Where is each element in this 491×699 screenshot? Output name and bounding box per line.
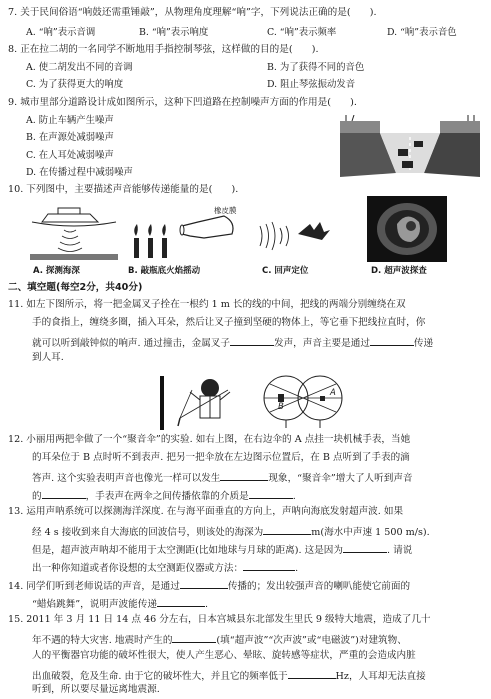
ultrasound-scan-figure	[367, 196, 447, 262]
q12-blank-3[interactable]	[249, 488, 293, 499]
q11-line4: 到人耳.	[32, 352, 64, 363]
q7-option-d[interactable]: D. “响”表示音色	[387, 27, 457, 38]
q9-option-d[interactable]: D. 在传播过程中减弱噪声	[26, 167, 133, 178]
q10-caption-d: D. 超声波探查	[371, 266, 427, 276]
q13-line3: 但是，超声波声呐却不能用于太空测距(比如地球与月球的距离). 这是因为 . 请说	[32, 542, 412, 557]
q8-option-b[interactable]: B. 为了获得不同的音色	[267, 62, 365, 73]
q13-blank-3[interactable]	[243, 560, 295, 571]
q8-option-a[interactable]: A. 使二胡发出不同的音调	[26, 62, 133, 73]
q11-line3: 就可以听到敲钟似的响声. 通过撞击，金属叉子 发声，声音主要是通过 传递	[32, 335, 433, 350]
q11-line2: 手的食指上，缠绕多圈，插入耳朵，然后让叉子撞到坚硬的物体上，等它垂下把线拉直时，你	[32, 317, 426, 328]
q15-line5: 听到，所以要尽量远离地震源.	[32, 684, 160, 695]
q12-line2: 的耳朵位于 B 点时听不到表声. 把另一把伞放在左边图示位置后，在 B 点听到了手表的滴	[32, 452, 410, 463]
sonar-ship-figure	[28, 200, 120, 262]
q13-line1: 13. 运用声呐系统可以探测海洋深度. 在与海平面垂直的方向上，声呐向海底发射超声波. 如果	[8, 506, 404, 517]
q8-option-d[interactable]: D. 阻止琴弦振动发音	[267, 79, 356, 90]
q11-blank-1[interactable]	[230, 335, 274, 346]
umbrella-figure	[258, 372, 348, 430]
point-b-label: B	[278, 402, 284, 412]
q12-blank-2[interactable]	[42, 488, 86, 499]
q15-blank-2[interactable]	[288, 668, 336, 679]
q9-option-b[interactable]: B. 在声源处减弱噪声	[26, 132, 114, 143]
bat-echo-figure	[254, 206, 334, 262]
q12-line1: 12. 小丽用两把伞做了一个“聚音伞”的实验. 如右上图，在右边伞的 A 点挂一块机械手表，当她	[8, 434, 411, 445]
q13-blank-1[interactable]	[263, 524, 311, 535]
q10-caption-c: C. 回声定位	[262, 266, 309, 276]
sunken-road-figure	[340, 115, 480, 181]
q15-blank-1[interactable]	[172, 632, 216, 643]
section2-title: 二、填空题(每空2分，共40分)	[8, 282, 143, 293]
point-a-label: A	[330, 388, 336, 398]
q10-caption-b: B. 敲瓶底火焰摇动	[128, 266, 201, 276]
q9-stem: 9. 城市里部分道路设计成如图所示，这种下凹道路在控制噪声方面的作用是( ).	[8, 97, 357, 108]
q11-line1: 11. 如左下图所示，将一把金属叉子拴在一根约 1 m 长的线的中间，把线的两端分别缠绕在双	[8, 299, 406, 310]
q8-stem: 8. 正在拉二胡的一名同学不断地用手指控制琴弦，这样做的目的是( ).	[8, 44, 319, 55]
q7-option-b[interactable]: B. “响”表示响度	[139, 27, 209, 38]
q12-blank-1[interactable]	[220, 470, 268, 481]
q15-line3: 人的平衡器官功能的破坏性很大，使人产生恶心、晕眩、旋转感等症状，严重的会造成内脏	[32, 650, 416, 661]
q14-blank-2[interactable]	[157, 596, 205, 607]
q10-caption-a: A. 探测海深	[33, 266, 80, 276]
q8-option-c[interactable]: C. 为了获得更大的响度	[26, 79, 124, 90]
q12-line3: 答声. 这个实验表明声音也像光一样可以发生 现象，“聚音伞”增大了人听到声音	[32, 470, 413, 485]
q15-line4: 出血破裂，危及生命. 由于它的破坏性大，并且它的频率低于 Hz，人耳却无法直接	[32, 668, 426, 683]
fork-string-figure	[160, 376, 240, 430]
q12-line4: 的 ，手表声在两伞之间传播依靠的介质是 .	[32, 488, 296, 503]
q9-option-a[interactable]: A. 防止车辆产生噪声	[26, 115, 114, 126]
q7-stem: 7. 关于民间俗语“响鼓还需重锤敲”，从物理角度理解“响”字，下列说法正确的是( ).	[8, 7, 377, 18]
q13-line2: 经 4 s 接收到来自大海底的回波信号，则该处的海深为 m(海水中声速 1 500 m/s).	[32, 524, 430, 539]
q11-blank-2[interactable]	[370, 335, 414, 346]
q15-line2: 年不遇的特大灾害. 地震时产生的 (填“超声波”“次声波”或“电磁波”)对建筑物、	[32, 632, 407, 647]
q7-option-a[interactable]: A. “响”表示音调	[26, 27, 96, 38]
q13-blank-2[interactable]	[343, 542, 387, 553]
q14-line2: “蜡焰跳舞”，说明声波能传递 .	[32, 596, 208, 611]
q14-blank-1[interactable]	[180, 578, 228, 589]
q13-line4: 出一种你知道或者你设想的太空测距仪器或方法： .	[32, 560, 298, 575]
q10-stem: 10. 下列图中，主要描述声音能够传递能量的是( ).	[8, 184, 239, 195]
q9-option-c[interactable]: C. 在人耳处减弱噪声	[26, 150, 114, 161]
q7-option-c[interactable]: C. “响”表示频率	[267, 27, 337, 38]
membrane-label: 橡皮膜	[214, 206, 237, 215]
q15-line1: 15. 2011 年 3 月 11 日 14 点 46 分左右，日本宫城县东北部发生里氏 9 级特大地震，造成了几十	[8, 614, 431, 625]
q14-line1: 14. 同学们听到老师说话的声音，是通过 传播的；发出较强声音的喇叭能使它前面的	[8, 578, 410, 593]
